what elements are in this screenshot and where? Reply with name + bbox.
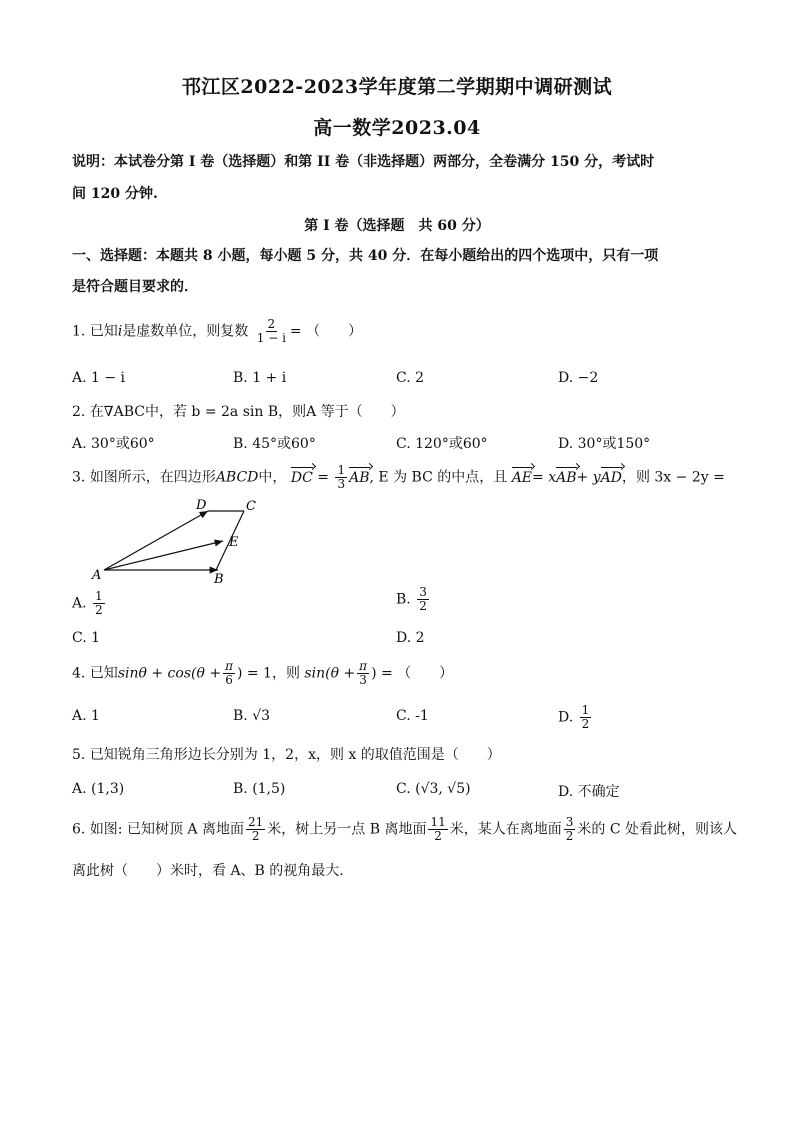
vector-ab: AB [349,469,370,486]
frac-den: 3 [337,477,346,491]
q4-option-b[interactable]: B. √3 [233,708,271,724]
vector-ae-arrow [104,541,223,570]
frac-num: 1 [581,703,590,717]
exam-subtitle: 高一数学2023.04 [313,117,481,139]
question-text: 已知 [89,323,118,340]
section-intro-line-2: 是符合题目要求的． [72,279,198,295]
instructions-line-1: 说明：本试卷分第 I 卷（选择题）和第 II 卷（非选择题）两部分，全卷满分 150 分，考试时 [72,154,655,170]
math-expr: ) = [371,665,393,682]
q2-option-d[interactable]: D. 30°或150° [558,436,651,452]
q3-option-d[interactable]: D. 2 [396,630,425,646]
fraction [357,660,369,687]
question-text: 米的 C 处看此树，则该人 [577,821,738,838]
q4-option-d[interactable] [558,704,593,731]
exam-title: 邗江区2022-2023学年度第二学期期中调研测试 [181,76,613,98]
math-expr: sin(θ + [304,665,356,682]
q5-option-b[interactable]: B. (1,5) [233,781,286,797]
question-2 [72,401,405,421]
question-text: , E 为 BC 的中点，且 [369,469,508,486]
fraction [428,816,447,843]
frac-num: 21 [248,815,264,829]
q1-option-a[interactable]: A. 1 − i [72,370,126,386]
frac-num: 1 [95,589,103,603]
equals-sign: = [289,323,302,340]
section-intro-line-1: 一、选择题：本题共 8 小题，每小题 5 分，共 40 分．在每小题给出的四个选项中，只有一项 [72,248,659,264]
frac-num: 3 [419,585,427,599]
fraction [246,816,265,843]
answer-blank: （ ） [306,323,363,340]
question-text: 米，某人在离地面 [449,821,562,838]
question-text: + y [576,469,601,486]
math-var: ABCD [215,469,259,486]
question-text: 如图所示，在四边形 [89,469,216,486]
question-number: 4. [72,665,86,682]
question-text: 如图: 已知树顶 A 离地面 [89,821,244,838]
fraction [223,660,235,687]
question-text: 在∇ABC中，若 b = 2a sin B，则A 等于（ ） [89,404,405,420]
q1-option-c[interactable]: C. 2 [396,370,425,386]
frac-den: 2 [95,603,103,617]
q3-option-b[interactable] [396,586,431,613]
question-1 [72,318,362,345]
q4-option-c[interactable]: C. -1 [396,708,429,724]
frac-den: 2 [419,599,427,613]
label-e: E [229,535,239,550]
question-number: 6. [72,821,86,838]
frac-den: 6 [225,673,233,687]
question-number: 5. [72,747,86,763]
question-text: ，则 3x − 2y = [621,469,725,486]
option-label: D. [558,709,574,726]
frac-num: 11 [430,815,446,829]
option-label: B. [396,591,411,608]
question-3 [72,464,725,491]
fraction [93,590,105,617]
frac-num: π [225,659,233,673]
question-number: 2. [72,404,86,420]
answer-blank: （ ） [397,665,454,682]
vector-ad-arrow [104,511,208,570]
fraction [417,586,429,613]
q5-option-a[interactable]: A. (1,3) [72,781,125,797]
q2-option-c[interactable]: C. 120°或60° [396,436,488,452]
fraction [335,464,347,491]
frac-den: 3 [359,673,367,687]
math-expr: ) = 1，则 [236,665,300,682]
q5-option-c[interactable]: C. (√3, √5) [396,781,471,797]
question-text: 中， [258,469,287,486]
label-d: D [196,498,207,513]
question-text: 已知 [89,665,118,682]
vector-ab: AB [556,469,577,486]
quadrilateral-figure [90,497,280,591]
math-var: i [117,323,123,340]
q2-option-a[interactable]: A. 30°或60° [72,436,155,452]
q4-option-a[interactable]: A. 1 [72,708,100,724]
frac-den: 2 [581,717,590,731]
question-text: = x [532,469,557,486]
frac-num: π [359,659,368,673]
q2-option-b[interactable]: B. 45°或60° [233,436,316,452]
frac-num: 3 [565,815,574,829]
question-5 [72,744,501,764]
frac-num: 1 [337,463,346,477]
fraction [255,318,288,345]
q5-option-d[interactable]: D. 不确定 [558,784,620,800]
q3-option-c[interactable]: C. 1 [72,630,101,646]
vector-dc: DC [290,469,313,486]
question-text: 是虚数单位，则复数 [122,323,249,340]
question-text: 已知锐角三角形边长分别为 1，2，x，则 x 的取值范围是（ ） [89,747,501,763]
fraction [580,704,592,731]
question-6 [72,816,737,843]
q1-option-b[interactable]: B. 1 + i [233,370,287,386]
instructions-line-2: 间 120 分钟. [72,186,158,202]
frac-den: 2 [251,829,260,843]
section-heading: 第 I 卷（选择题 共 60 分） [304,218,490,234]
frac-num: 2 [267,317,276,331]
question-4 [72,660,453,687]
fraction [564,816,576,843]
q3-option-a[interactable] [72,590,107,617]
q1-option-d[interactable]: D. −2 [558,370,599,386]
option-label: A. [72,595,87,612]
label-c: C [246,499,256,514]
frac-den: 2 [565,829,574,843]
question-number: 3. [72,469,86,486]
frac-den: 2 [434,829,442,843]
math-expr: sinθ + cos(θ + [117,665,222,682]
vector-ae: AE [511,469,533,486]
label-b: B [214,572,224,587]
equals-sign: = [317,469,329,486]
question-text: 米，树上另一点 B 离地面 [267,821,427,838]
label-a: A [92,568,102,583]
vector-ad: AD [600,469,622,486]
question-6-line-2: 离此树（ ）米时，看 A、B 的视角最大. [72,863,344,879]
question-number: 1. [72,323,86,340]
quadrilateral-diagram [90,497,280,587]
frac-den: 1 − i [256,331,286,345]
